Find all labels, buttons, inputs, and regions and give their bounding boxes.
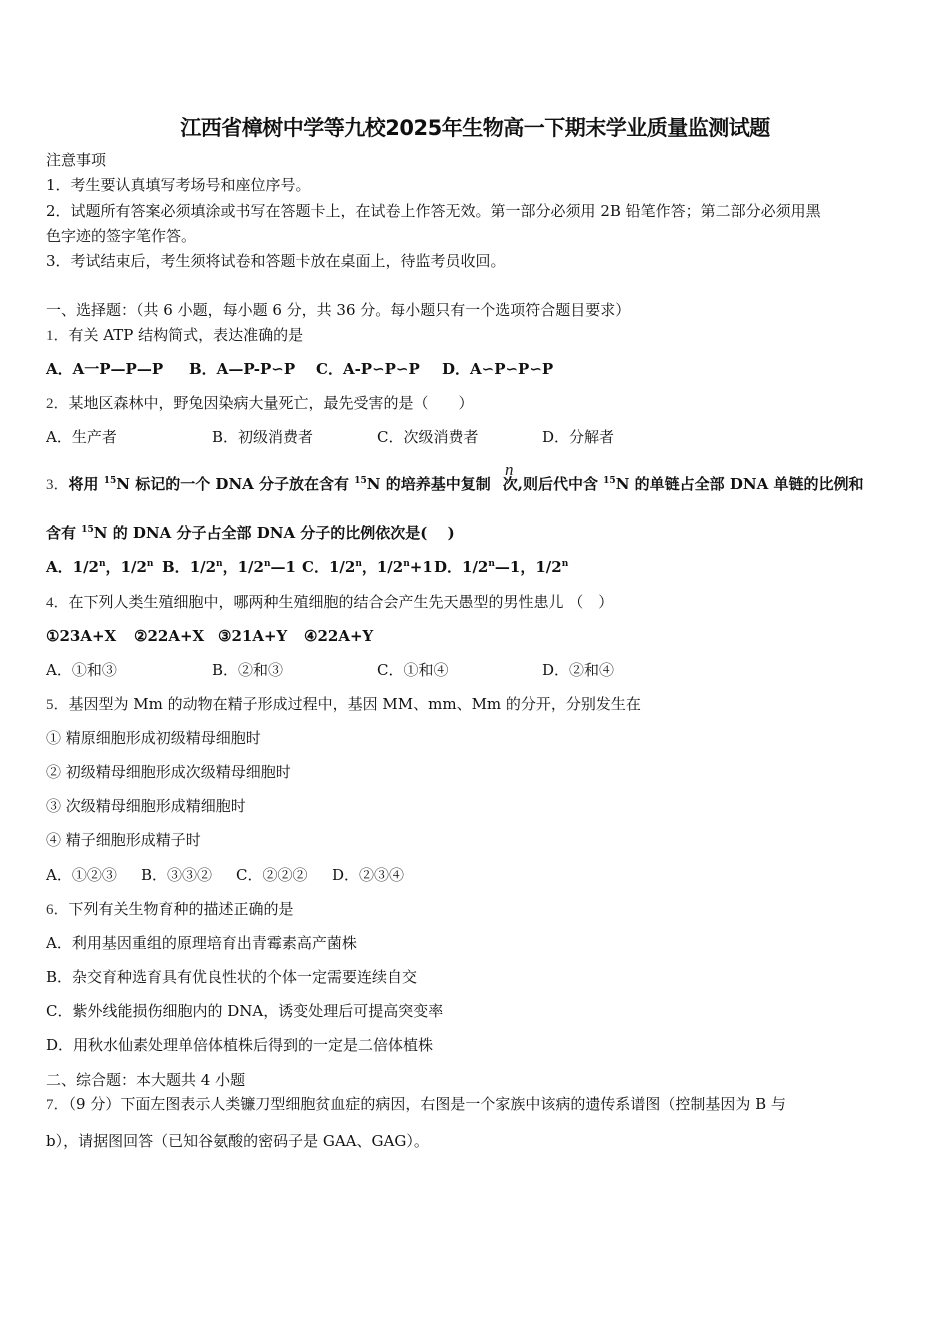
option-text: 1/2 bbox=[189, 558, 217, 576]
stem-text: 次,则后代中含 bbox=[502, 475, 604, 493]
question-stem: 下列有关生物育种的描述正确的是 bbox=[68, 900, 294, 918]
question-number: 4． bbox=[46, 595, 69, 611]
question-5-item-4: ④ 精子细胞形成精子时 bbox=[46, 831, 201, 849]
option-a[interactable]: A．①和③ bbox=[46, 661, 117, 679]
option-b[interactable]: B．初级消费者 bbox=[212, 428, 314, 446]
separator: ， bbox=[361, 558, 377, 576]
item-2: ②22A+X bbox=[134, 627, 205, 645]
option-b[interactable]: B．A—P-P∽P bbox=[189, 360, 296, 378]
superscript: n bbox=[488, 559, 495, 569]
stem-text: N 的单链占全部 DNA 单链的比例和 bbox=[615, 475, 864, 493]
question-number: 2． bbox=[46, 396, 69, 412]
option-a[interactable]: A．利用基因重组的原理培育出青霉素高产菌株 bbox=[46, 934, 357, 952]
option-b[interactable]: B．③③② bbox=[141, 866, 213, 884]
option-b[interactable]: B．②和③ bbox=[212, 661, 284, 679]
option-d[interactable]: D．②③④ bbox=[332, 866, 405, 884]
option-text: 1/2 bbox=[462, 558, 489, 576]
question-1 bbox=[46, 325, 303, 346]
question-stem: 某地区森林中，野兔因染病大量死亡，最先受害的是（ ） bbox=[68, 394, 474, 412]
superscript: 15 bbox=[103, 476, 117, 486]
superscript: n bbox=[99, 559, 106, 569]
option-label: A． bbox=[46, 558, 73, 576]
option-c[interactable]: C．②②② bbox=[236, 866, 308, 884]
option-label: C． bbox=[302, 558, 329, 576]
question-stem: 在下列人类生殖细胞中，哪两种生殖细胞的结合会产生先天愚型的男性患儿 （ ） bbox=[68, 593, 614, 611]
question-number: 3． bbox=[46, 477, 69, 493]
option-c[interactable] bbox=[302, 557, 433, 577]
question-6 bbox=[46, 899, 294, 920]
question-number: 6． bbox=[46, 902, 69, 918]
option-c[interactable]: C．A-P∽P∽P bbox=[316, 360, 420, 378]
option-text: 1/2 bbox=[72, 558, 99, 576]
separator: ， bbox=[105, 558, 121, 576]
question-number: 5． bbox=[46, 697, 69, 713]
option-c[interactable]: C．次级消费者 bbox=[377, 428, 479, 446]
question-number: 7． bbox=[46, 1097, 69, 1113]
option-d[interactable]: D．用秋水仙素处理单倍体植株后得到的一定是二倍体植株 bbox=[46, 1036, 434, 1054]
superscript: 15 bbox=[354, 476, 367, 486]
superscript: 15 bbox=[603, 476, 616, 486]
question-stem: 基因型为 Mm 的动物在精子形成过程中，基因 MM、mm、Mm 的分开，分别发生在 bbox=[68, 695, 641, 713]
stem-text: 含有 bbox=[46, 524, 82, 542]
item-1: ①23A+X bbox=[46, 627, 117, 645]
option-a[interactable]: A．A一P—P—P bbox=[46, 360, 164, 378]
option-text: +1 bbox=[409, 558, 433, 576]
superscript: 15 bbox=[81, 525, 94, 535]
item-3: ③21A+Y bbox=[218, 627, 288, 645]
stem-text: N 的培养基中复制 bbox=[366, 475, 491, 493]
question-3-cont bbox=[46, 523, 455, 543]
option-text: —1 bbox=[494, 558, 521, 576]
separator: ， bbox=[520, 558, 536, 576]
section2-heading: 二、综合题：本大题共 4 小题 bbox=[46, 1071, 246, 1089]
notice-item-2: 2．试题所有答案必须填涂或书写在答题卡上，在试卷上作答无效。第一部分必须用 2B 铅笔作答；第二部分必须用黑 bbox=[46, 202, 821, 220]
superscript: n bbox=[216, 559, 223, 569]
option-d[interactable]: D．分解者 bbox=[542, 428, 615, 446]
option-text: 1/2 bbox=[237, 558, 264, 576]
question-7 bbox=[46, 1094, 786, 1115]
question-5 bbox=[46, 694, 641, 715]
superscript: n bbox=[561, 559, 569, 569]
superscript: n bbox=[263, 559, 271, 569]
section1-heading: 一、选择题：（共 6 小题，每小题 6 分，共 36 分。每小题只有一个选项符合题目要求） bbox=[46, 301, 631, 319]
question-stem: （9 分）下面左图表示人类镰刀型细胞贫血症的病因，右图是一个家族中该病的遗传系谱图（控制基因为 B 与 bbox=[68, 1095, 786, 1113]
stem-text: 将用 bbox=[68, 475, 104, 493]
notice-heading: 注意事项 bbox=[46, 151, 107, 169]
separator: ， bbox=[222, 558, 238, 576]
option-d[interactable]: D．②和④ bbox=[542, 661, 615, 679]
floating-n-symbol: n bbox=[505, 460, 514, 479]
superscript: n bbox=[355, 559, 362, 569]
question-4 bbox=[46, 592, 613, 613]
option-text: 1/2 bbox=[376, 558, 404, 576]
option-label: D． bbox=[434, 558, 463, 576]
question-3 bbox=[46, 474, 863, 495]
option-text: 1/2 bbox=[535, 558, 562, 576]
question-5-item-2: ② 初级精母细胞形成次级精母细胞时 bbox=[46, 763, 291, 781]
stem-text: N 标记的一个 DNA 分子放在含有 bbox=[116, 475, 355, 493]
notice-item-1: 1．考生要认真填写考场号和座位序号。 bbox=[46, 176, 311, 194]
option-c[interactable]: C．紫外线能损伤细胞内的 DNA，诱变处理后可提高突变率 bbox=[46, 1002, 444, 1020]
question-5-item-3: ③ 次级精母细胞形成精细胞时 bbox=[46, 797, 246, 815]
option-text: 1/2 bbox=[328, 558, 356, 576]
option-c[interactable]: C．①和④ bbox=[377, 661, 449, 679]
item-4: ④22A+Y bbox=[304, 627, 374, 645]
option-a[interactable] bbox=[46, 557, 153, 577]
option-text: 1/2 bbox=[120, 558, 147, 576]
page-title: 江西省樟树中学等九校2025年生物高一下期末学业质量监测试题 bbox=[180, 116, 770, 140]
option-d[interactable]: D．A∽P∽P∽P bbox=[442, 360, 554, 378]
superscript: n bbox=[403, 559, 410, 569]
notice-item-3: 3．考试结束后，考生须将试卷和答题卡放在桌面上，待监考员收回。 bbox=[46, 252, 506, 270]
option-label: B． bbox=[162, 558, 190, 576]
option-d[interactable] bbox=[434, 557, 568, 577]
stem-text: N 的 DNA 分子占全部 DNA 分子的比例依次是( ) bbox=[93, 524, 455, 542]
option-b[interactable] bbox=[162, 557, 296, 577]
superscript: n bbox=[146, 559, 154, 569]
notice-item-2-cont: 色字迹的签字笔作答。 bbox=[46, 227, 197, 245]
question-5-item-1: ① 精原细胞形成初级精母细胞时 bbox=[46, 729, 261, 747]
option-a[interactable]: A．生产者 bbox=[46, 428, 117, 446]
option-text: —1 bbox=[270, 558, 296, 576]
question-number: 1． bbox=[46, 328, 69, 344]
question-2 bbox=[46, 393, 474, 414]
option-a[interactable]: A．①②③ bbox=[46, 866, 117, 884]
option-b[interactable]: B．杂交育种选育具有优良性状的个体一定需要连续自交 bbox=[46, 968, 418, 986]
question-stem: 有关 ATP 结构简式，表达准确的是 bbox=[68, 326, 304, 344]
question-7-cont: b），请据图回答（已知谷氨酸的密码子是 GAA、GAG）。 bbox=[46, 1132, 429, 1150]
